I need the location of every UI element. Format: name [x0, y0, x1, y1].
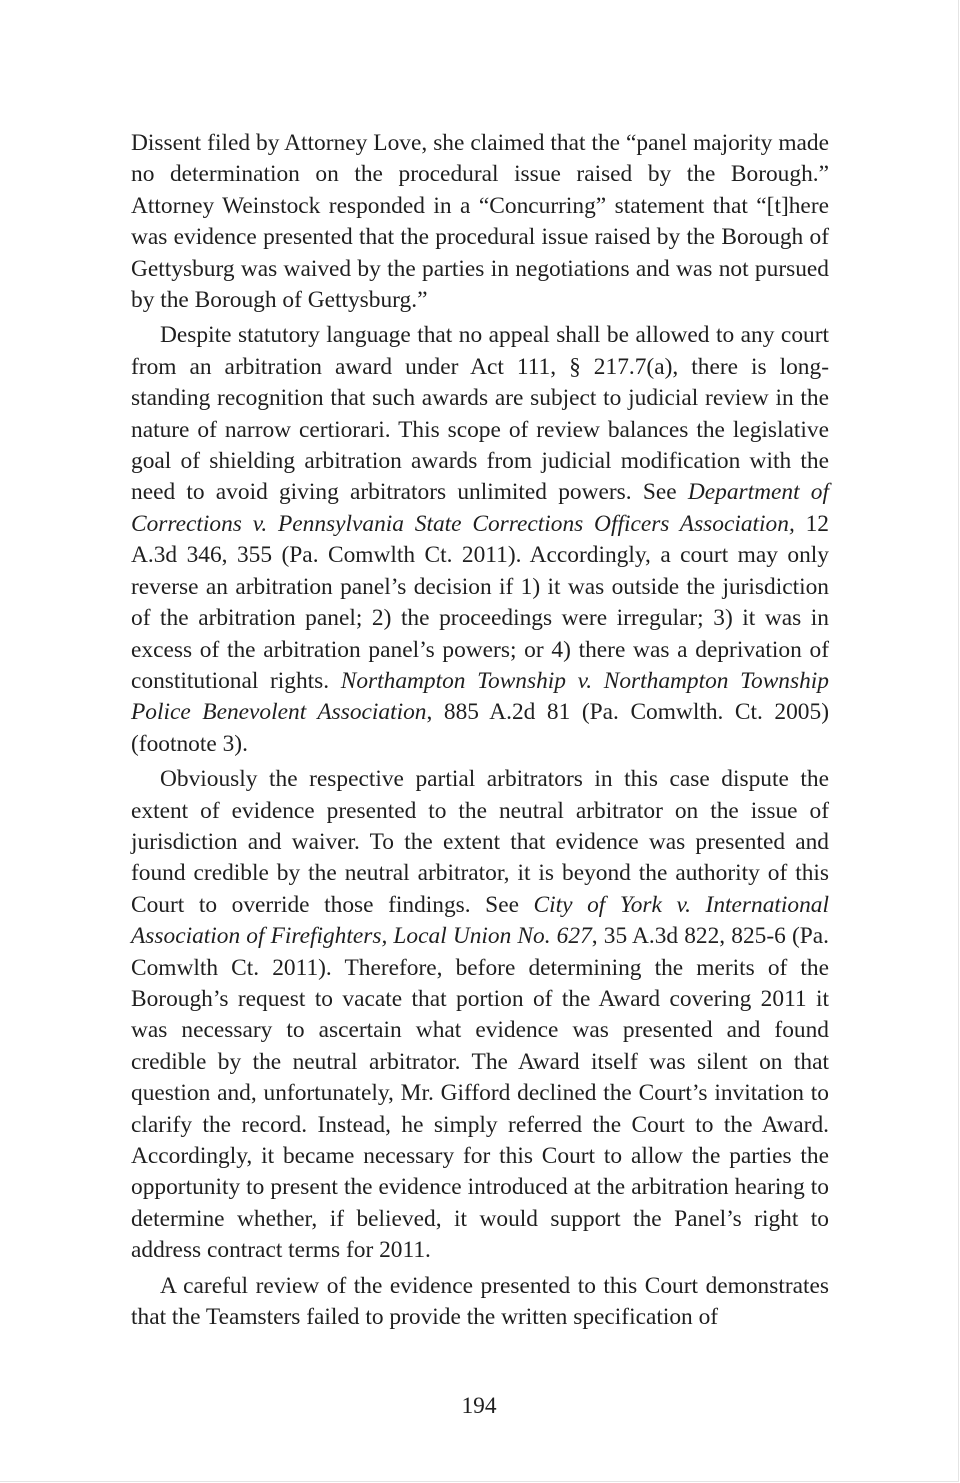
text-run: Obviously the respective partial arbitrators in this case dispute the extent of evidence presented to the neutral arbitrator on the issue of jurisdiction and waiver. To the extent that evidence was presented and found credible by the neutral arbitrator, it is beyond the authority of this Court to override those findings. See: [131, 766, 829, 918]
case-citation: Northampton Township v. Northampton Township Police Benevolent Association: [131, 667, 829, 726]
case-citation: City of York v. International Association of Firefighters, Local Union No. 627: [131, 891, 829, 950]
paragraph-3: [131, 764, 829, 1267]
text-run: , 885 A.2d 81 (Pa. Comwlth. Ct. 2005) (footnote 3).: [131, 699, 829, 757]
text-run: , 35 A.3d 822, 825-6 (Pa. Comwlth Ct. 2011). Therefore, before determining the merits of the Borough’s request to vacate that portion of the Award covering 2011 it was necessary to ascertain what evidence was presented and found credible by the neutral arbitrator. The Award itself was silent on that question and, unfortunately, Mr. Gifford declined the Court’s invitation to clarify the record. Instead, he simply referred the Court to the Award. Accordingly, it became necessary for this Court to allow the parties the opportunity to present the evidence introduced at the arbitration hearing to determine whether, if believed, it would support the Panel’s right to address contract terms for 2011.: [131, 923, 829, 1264]
paragraph-4: [131, 1271, 829, 1334]
text-run: Despite statutory language that no appeal shall be allowed to any court from an arbitration award under Act 111, § 217.7(a), there is long-standing recognition that such awards are subject to judicial review in the nature of narrow certiorari. This scope of review balances the legislative goal of shielding arbitration awards from judicial modification with the need to avoid giving arbitrators unlimited powers. See: [131, 322, 829, 506]
text-run: 12 A.3d 346, 355 (Pa. Comwlth Ct. 2011). Accordingly, a court may only reverse an arbitration panel’s decision if 1) it was outside the jurisdiction of the arbitration panel; 2) the proceedings were irregular; 3) it was in excess of the arbitration panel’s powers; or 4) there was a deprivation of constitutional rights.: [131, 510, 829, 694]
text-run: A careful review of the evidence presented to this Court demonstrates that the Teamsters failed to provide the written specification of: [131, 1272, 829, 1331]
paragraph-1: [131, 128, 829, 316]
body-text: [131, 128, 829, 1337]
case-citation: Department of Corrections v. Pennsylvania State Corrections Officers Association,: [131, 479, 829, 537]
text-run: Dissent filed by Attorney Love, she claimed that the “panel majority made no determination on the procedural issue raised by the Borough.” Attorney Weinstock responded in a “Concurring” statement that “[t]here was evidence presented that the procedural issue raised by the Borough of Gettysburg was waived by the parties in negotiations and was not pursued by the Borough of Gettysburg.”: [131, 130, 829, 314]
paragraph-2: [131, 320, 829, 760]
page-number: 194: [461, 1393, 497, 1419]
